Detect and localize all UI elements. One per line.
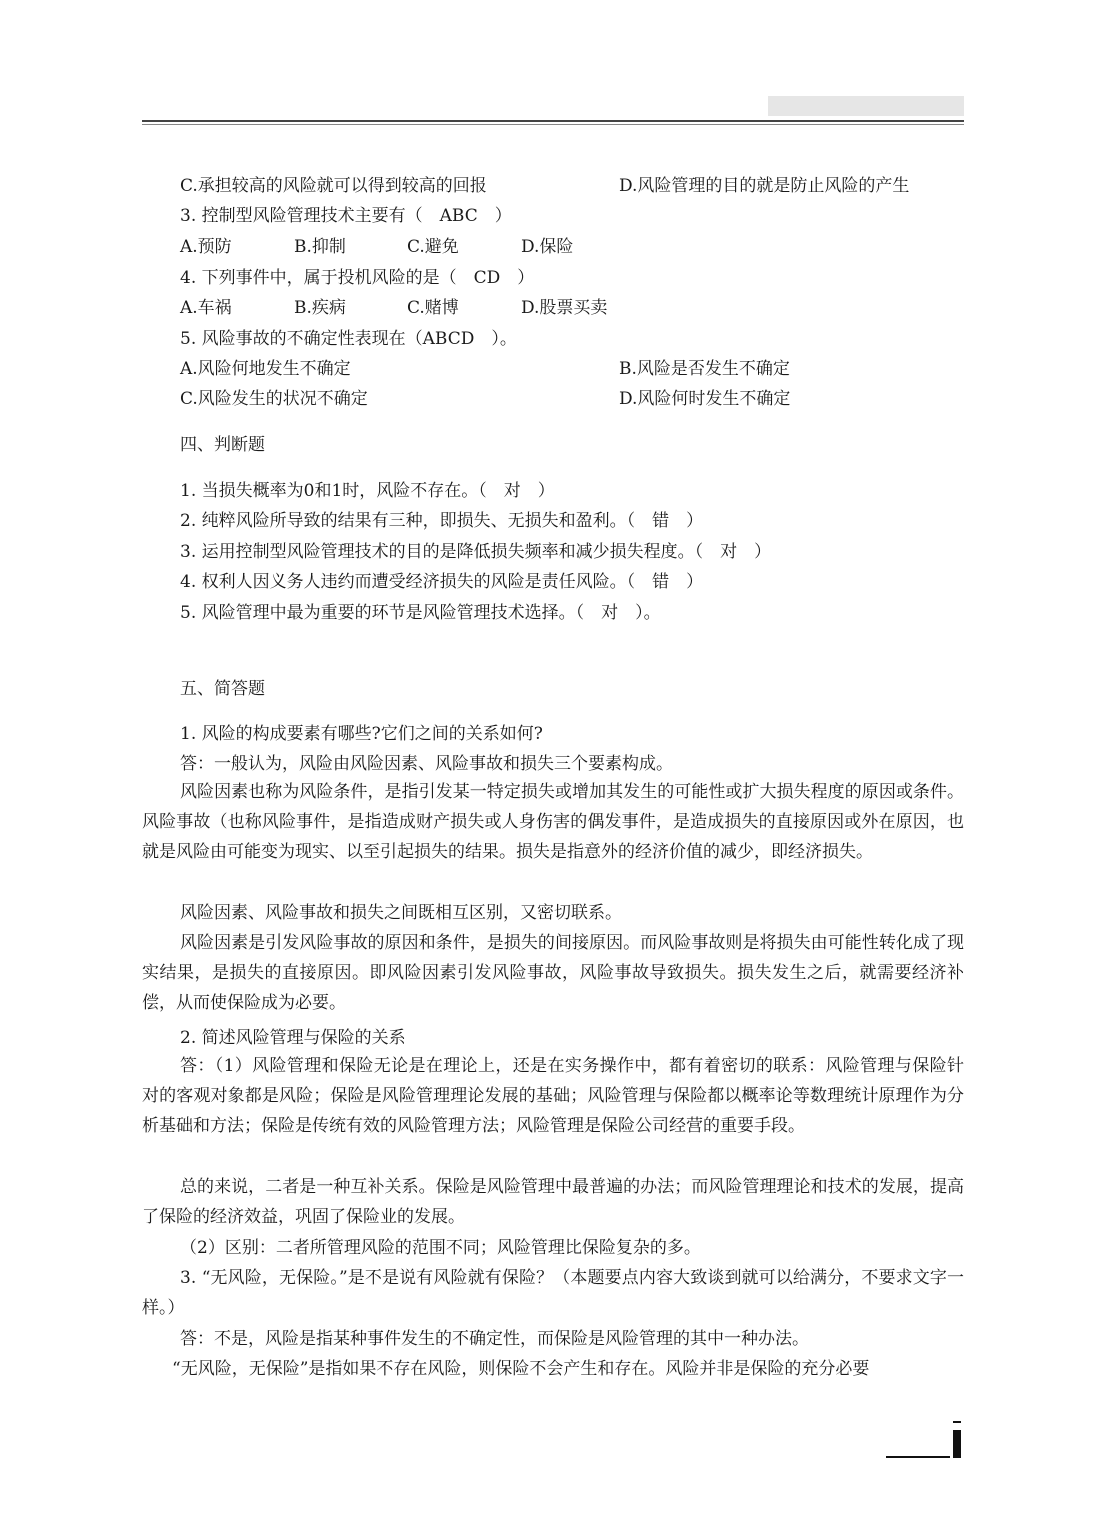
answer-paragraph: 风险因素是引发风险事故的原因和条件，是损失的间接原因。而风险事故则是将损失由可能性转化成了现实结果，是损失的直接原因。即风险因素引发风险事故，风险事故导致损失。损失发生之后，就需要经济补偿，从而使保险成为必要。 [142, 933, 964, 1013]
question-text: 2. 简述风险管理与保险的关系 [180, 1028, 406, 1048]
answer-text: 答：一般认为，风险由风险因素、风险事故和损失三个要素构成。 [180, 754, 673, 774]
option-text: D.风险何时发生不确定 [619, 389, 791, 409]
option-text: B.疾病 [294, 298, 346, 318]
option-text: A.预防 [180, 237, 232, 257]
section-heading: 四、判断题 [180, 435, 265, 455]
option-text: D.风险管理的目的就是防止风险的产生 [619, 176, 910, 196]
section-heading: 五、简答题 [180, 679, 265, 699]
header-tab [768, 96, 964, 116]
option-text: C.风险发生的状况不确定 [180, 389, 368, 409]
footer-bar [953, 1430, 961, 1458]
tf-item: 4. 权利人因义务人违约而遭受经济损失的风险是责任风险。（ 错 ） [180, 572, 704, 592]
option-text: C.避免 [407, 237, 459, 257]
tf-item: 3. 运用控制型风险管理技术的目的是降低损失频率和减少损失程度。（ 对 ） [180, 542, 772, 562]
question-text: 3. 控制型风险管理技术主要有（ ABC ） [180, 206, 512, 226]
option-text: A.车祸 [180, 298, 232, 318]
tf-item: 1. 当损失概率为0和1时，风险不存在。（ 对 ） [180, 481, 555, 501]
option-text: C.赌博 [407, 298, 459, 318]
answer-paragraph: （2）区别：二者所管理风险的范围不同；风险管理比保险复杂的多。 [180, 1238, 701, 1258]
option-text: D.股票买卖 [521, 298, 608, 318]
question-text: 4. 下列事件中，属于投机风险的是（ CD ） [180, 268, 535, 288]
tf-item: 2. 纯粹风险所导致的结果有三种，即损失、无损失和盈利。（ 错 ） [180, 511, 704, 531]
option-text: A.风险何地发生不确定 [180, 359, 351, 379]
question-paragraph: 3. “无风险，无保险。”是不是说有风险就有保险？（本题要点内容大致谈到就可以给满分，不要求文字一样。） [142, 1268, 964, 1318]
header-rule-thin [142, 124, 964, 125]
tf-item: 5. 风险管理中最为重要的环节是风险管理技术选择。（ 对 ）。 [180, 603, 661, 623]
answer-paragraph: 答：（1）风险管理和保险无论是在理论上，还是在实务操作中，都有着密切的联系：风险管理与保险针对的客观对象都是风险；保险是风险管理理论发展的基础；风险管理与保险都以概率论等数理统计原理作为分析基础和方法；保险是传统有效的风险管理方法；风险管理是保险公司经营的重要手段。 [142, 1056, 964, 1136]
footer-rule [886, 1456, 950, 1458]
answer-paragraph: 风险因素、风险事故和损失之间既相互区别，又密切联系。 [180, 903, 622, 923]
answer-paragraph: “无风险，无保险”是指如果不存在风险，则保险不会产生和存在。风险并非是保险的充分必要 [172, 1359, 870, 1379]
option-text: B.风险是否发生不确定 [619, 359, 790, 379]
answer-paragraph: 风险因素也称为风险条件，是指引发某一特定损失或增加其发生的可能性或扩大损失程度的原因或条件。风险事故（也称风险事件，是指造成财产损失或人身伤害的偶发事件，是造成损失的直接原因或外在原因，也就是风险由可能变为现实、以至引起损失的结果。损失是指意外的经济价值的减少，即经济损失。 [142, 782, 964, 862]
option-text: C.承担较高的风险就可以得到较高的回报 [180, 176, 487, 196]
answer-paragraph: 答：不是，风险是指某种事件发生的不确定性，而保险是风险管理的其中一种办法。 [180, 1329, 809, 1349]
question-text: 5. 风险事故的不确定性表现在（ABCD ）。 [180, 329, 517, 349]
header-rule [142, 120, 964, 122]
option-text: B.抑制 [294, 237, 346, 257]
question-text: 1. 风险的构成要素有哪些?它们之间的关系如何? [180, 724, 543, 744]
footer-mark [953, 1421, 961, 1423]
answer-paragraph: 总的来说，二者是一种互补关系。保险是风险管理中最普遍的办法；而风险管理理论和技术的发展，提高了保险的经济效益，巩固了保险业的发展。 [142, 1177, 964, 1227]
option-text: D.保险 [521, 237, 574, 257]
